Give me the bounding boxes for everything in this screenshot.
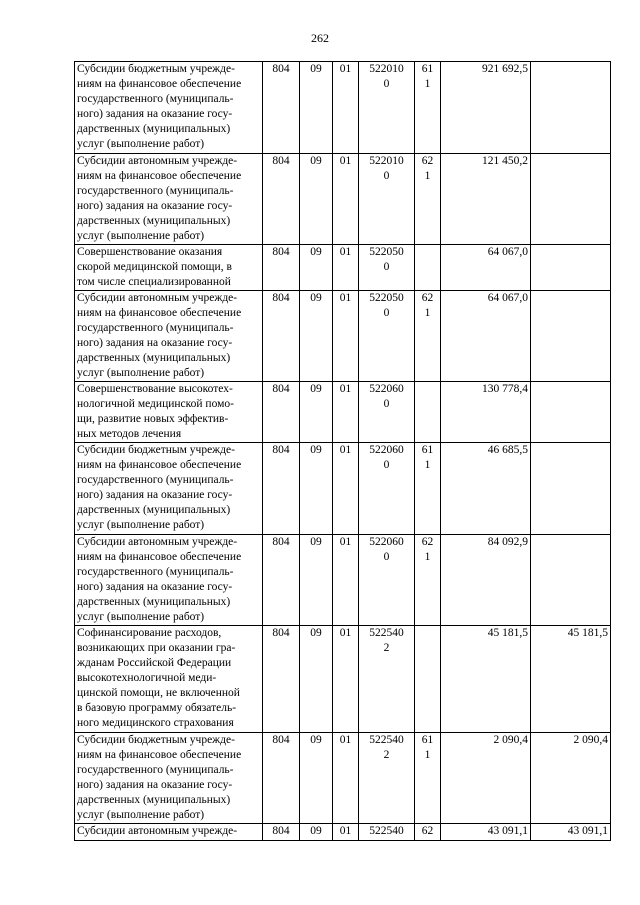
- target-article-cell: 522540 2: [359, 733, 415, 824]
- target-article-cell: 522010 0: [359, 62, 415, 154]
- section-code-cell: 09: [300, 62, 333, 154]
- expense-type-cell: 62: [415, 824, 441, 841]
- target-article-cell: 522540: [359, 824, 415, 841]
- section-code-cell: 09: [300, 535, 333, 626]
- amount-federal-cell: 43 091,1: [531, 824, 611, 841]
- subsection-code-cell: 01: [333, 382, 359, 443]
- ministry-code-cell: 804: [263, 443, 300, 535]
- amount-cell: 130 778,4: [441, 382, 531, 443]
- section-code-cell: 09: [300, 443, 333, 535]
- target-article-cell: 522540 2: [359, 626, 415, 733]
- ministry-code-cell: 804: [263, 733, 300, 824]
- expense-type-cell: 61 1: [415, 62, 441, 154]
- table-row: [75, 382, 611, 443]
- table-row: [75, 626, 611, 733]
- amount-cell: 64 067,0: [441, 245, 531, 291]
- table-row: [75, 733, 611, 824]
- table-row: [75, 824, 611, 841]
- subsection-code-cell: 01: [333, 824, 359, 841]
- target-article-cell: 522060 0: [359, 382, 415, 443]
- subsection-code-cell: 01: [333, 291, 359, 382]
- amount-federal-cell: [531, 62, 611, 154]
- ministry-code-cell: 804: [263, 382, 300, 443]
- target-article-cell: 522010 0: [359, 154, 415, 245]
- section-code-cell: 09: [300, 154, 333, 245]
- amount-cell: 45 181,5: [441, 626, 531, 733]
- amount-cell: 64 067,0: [441, 291, 531, 382]
- expense-type-cell: [415, 245, 441, 291]
- expense-name-cell: Субсидии бюджетным учрежде- ниям на финансовое обеспечение государственного (муниципаль- ного) задания на оказание госу- дарственных (муниципальных) услуг (выполнение работ): [75, 443, 263, 535]
- budget-table: [74, 61, 611, 841]
- ministry-code-cell: 804: [263, 824, 300, 841]
- amount-federal-cell: [531, 443, 611, 535]
- amount-federal-cell: 2 090,4: [531, 733, 611, 824]
- section-code-cell: 09: [300, 245, 333, 291]
- section-code-cell: 09: [300, 291, 333, 382]
- expense-name-cell: Совершенствование оказания скорой медицинской помощи, в том числе специализированной: [75, 245, 263, 291]
- subsection-code-cell: 01: [333, 443, 359, 535]
- amount-federal-cell: [531, 382, 611, 443]
- expense-name-cell: Субсидии бюджетным учрежде- ниям на финансовое обеспечение государственного (муниципаль- ного) задания на оказание госу- дарственных (муниципальных) услуг (выполнение работ): [75, 733, 263, 824]
- table-row: [75, 443, 611, 535]
- table-row: [75, 291, 611, 382]
- ministry-code-cell: 804: [263, 626, 300, 733]
- subsection-code-cell: 01: [333, 626, 359, 733]
- expense-name-cell: Софинансирование расходов, возникающих при оказании гра- жданам Российской Федерации высокотехнологичной меди- цинской помощи, не включенной в базовую программу обязатель- ного медицинского страхования: [75, 626, 263, 733]
- amount-cell: 921 692,5: [441, 62, 531, 154]
- expense-type-cell: 62 1: [415, 535, 441, 626]
- expense-type-cell: 61 1: [415, 733, 441, 824]
- ministry-code-cell: 804: [263, 62, 300, 154]
- amount-cell: 2 090,4: [441, 733, 531, 824]
- expense-name-cell: Субсидии автономным учрежде- ниям на финансовое обеспечение государственного (муниципаль- ного) задания на оказание госу- дарственных (муниципальных) услуг (выполнение работ): [75, 535, 263, 626]
- ministry-code-cell: 804: [263, 535, 300, 626]
- ministry-code-cell: 804: [263, 154, 300, 245]
- expense-name-cell: Субсидии бюджетным учрежде- ниям на финансовое обеспечение государственного (муниципаль- ного) задания на оказание госу- дарственных (муниципальных) услуг (выполнение работ): [75, 62, 263, 154]
- ministry-code-cell: 804: [263, 291, 300, 382]
- page-number: 262: [311, 31, 329, 45]
- subsection-code-cell: 01: [333, 733, 359, 824]
- target-article-cell: 522060 0: [359, 443, 415, 535]
- subsection-code-cell: 01: [333, 535, 359, 626]
- expense-type-cell: 62 1: [415, 291, 441, 382]
- expense-type-cell: [415, 626, 441, 733]
- amount-cell: 121 450,2: [441, 154, 531, 245]
- target-article-cell: 522050 0: [359, 291, 415, 382]
- expense-name-cell: Субсидии автономным учрежде- ниям на финансовое обеспечение государственного (муниципаль- ного) задания на оказание госу- дарственных (муниципальных) услуг (выполнение работ): [75, 291, 263, 382]
- expense-type-cell: [415, 382, 441, 443]
- table-row: [75, 154, 611, 245]
- target-article-cell: 522050 0: [359, 245, 415, 291]
- subsection-code-cell: 01: [333, 154, 359, 245]
- section-code-cell: 09: [300, 733, 333, 824]
- expense-name-cell: Субсидии автономным учрежде- ниям на финансовое обеспечение государственного (муниципаль- ного) задания на оказание госу- дарственных (муниципальных) услуг (выполнение работ): [75, 154, 263, 245]
- section-code-cell: 09: [300, 626, 333, 733]
- amount-federal-cell: [531, 154, 611, 245]
- expense-name-cell: Субсидии автономным учрежде-: [75, 824, 263, 841]
- amount-federal-cell: [531, 535, 611, 626]
- section-code-cell: 09: [300, 382, 333, 443]
- table-row: [75, 62, 611, 154]
- section-code-cell: 09: [300, 824, 333, 841]
- amount-federal-cell: [531, 245, 611, 291]
- amount-federal-cell: [531, 291, 611, 382]
- expense-type-cell: 61 1: [415, 443, 441, 535]
- subsection-code-cell: 01: [333, 62, 359, 154]
- expense-type-cell: 62 1: [415, 154, 441, 245]
- target-article-cell: 522060 0: [359, 535, 415, 626]
- amount-cell: 46 685,5: [441, 443, 531, 535]
- table-row: [75, 535, 611, 626]
- amount-cell: 84 092,9: [441, 535, 531, 626]
- amount-federal-cell: 45 181,5: [531, 626, 611, 733]
- table-row: [75, 245, 611, 291]
- ministry-code-cell: 804: [263, 245, 300, 291]
- expense-name-cell: Совершенствование высокотех- нологичной медицинской помо- щи, развитие новых эффектив- ных методов лечения: [75, 382, 263, 443]
- amount-cell: 43 091,1: [441, 824, 531, 841]
- subsection-code-cell: 01: [333, 245, 359, 291]
